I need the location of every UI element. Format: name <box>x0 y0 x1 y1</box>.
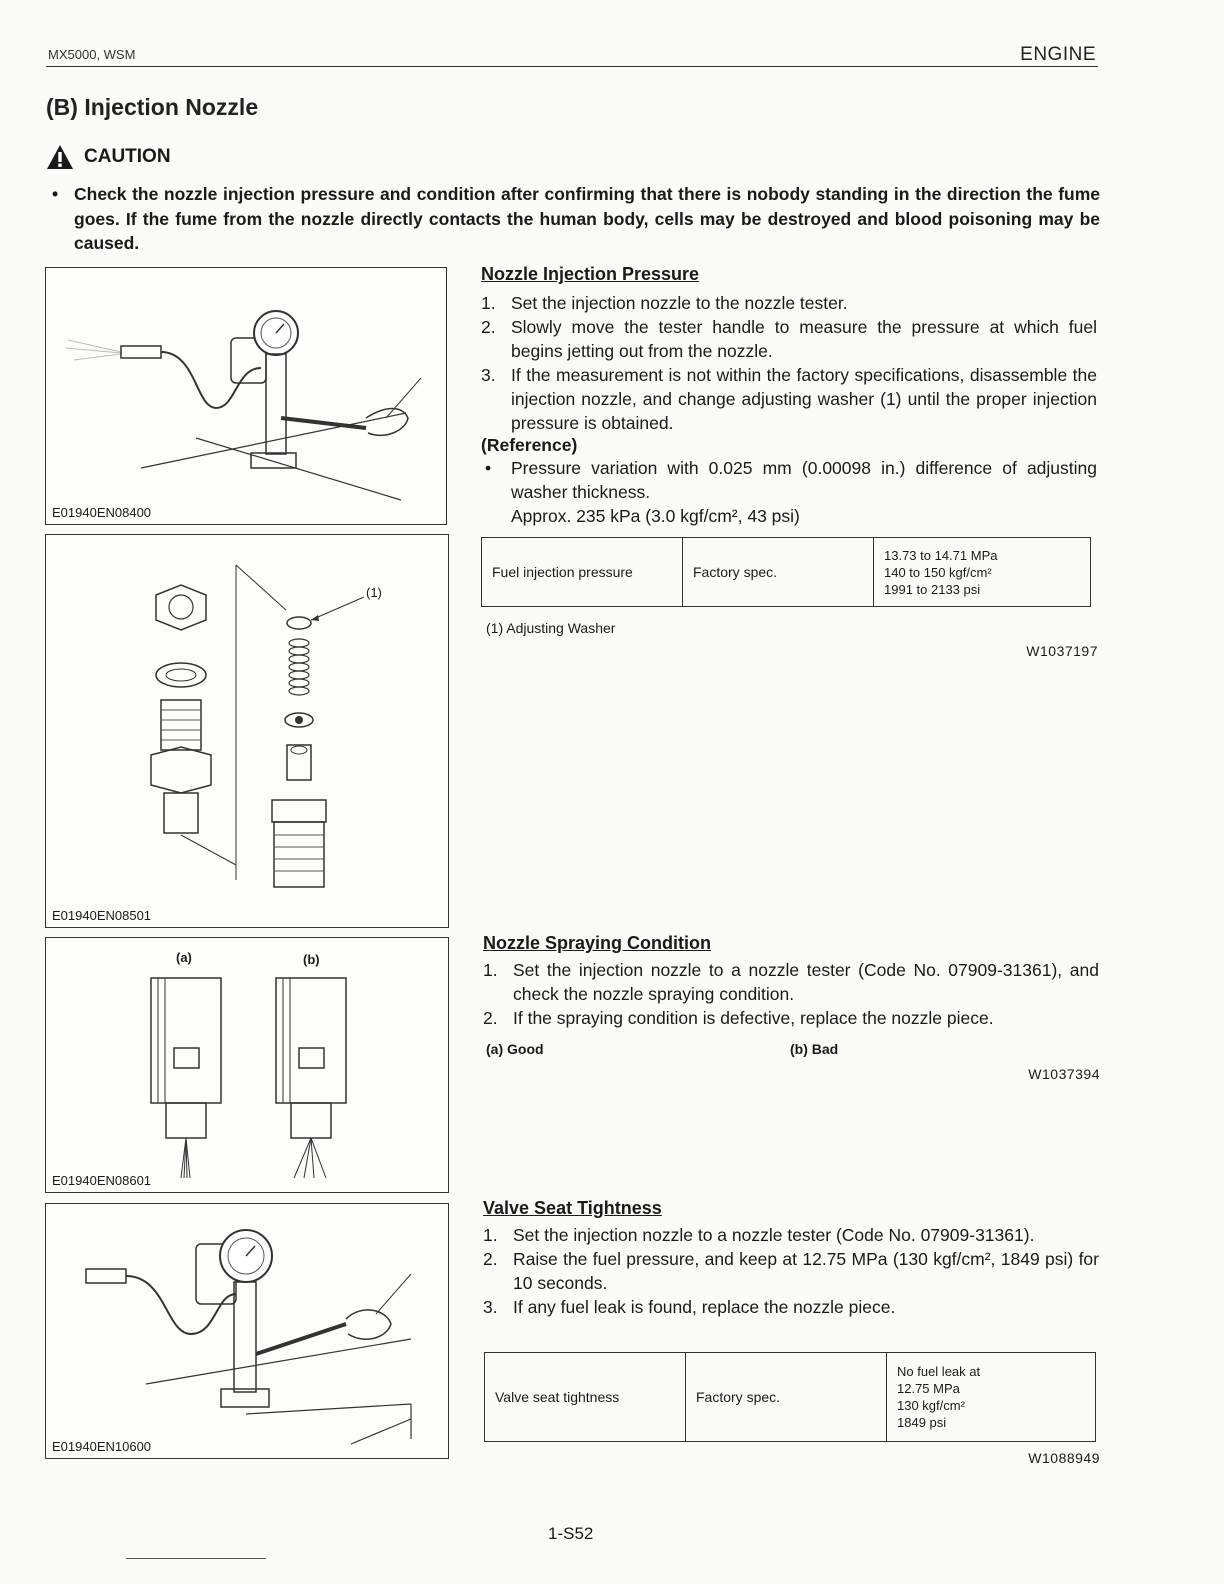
label-bad: (b) Bad <box>790 1041 839 1057</box>
list-item <box>483 1006 1099 1030</box>
table-row <box>482 538 1091 607</box>
reference-heading: (Reference) <box>481 435 578 455</box>
spec-value: 130 kgf/cm² <box>897 1398 965 1413</box>
valve-seat-tightness-table <box>484 1352 1096 1442</box>
figure-nozzle-exploded <box>45 534 449 928</box>
step-text: If the spraying condition is defective, replace the nozzle piece. <box>513 1008 994 1028</box>
header-section: ENGINE <box>1020 44 1096 65</box>
nozzle-injection-pressure-section <box>481 264 1097 528</box>
nozzle-tester-illustration <box>46 268 446 524</box>
step-number: 2. <box>483 1249 498 1269</box>
caution-label: CAUTION <box>84 146 171 167</box>
spec-type: Factory spec. <box>683 538 874 607</box>
spec-values <box>874 538 1091 607</box>
list-item <box>483 1247 1099 1295</box>
caution-heading <box>46 144 171 170</box>
step-text: Set the injection nozzle to a nozzle tester (Code No. 07909-31361). <box>513 1225 1035 1245</box>
reference-code: W1088949 <box>1028 1450 1100 1466</box>
list-item <box>483 958 1099 1006</box>
page-number: 1-S52 <box>548 1524 594 1543</box>
step-number: 3. <box>483 1297 498 1317</box>
warning-triangle-icon <box>46 144 74 170</box>
step-text: Slowly move the tester handle to measure the pressure at which fuel begins jetting out from the nozzle. <box>511 317 1097 361</box>
step-number: 3. <box>481 365 496 385</box>
section-heading: Valve Seat Tightness <box>483 1198 662 1218</box>
reference-code: W1037197 <box>1026 643 1098 659</box>
caution-body: Check the nozzle injection pressure and condition after confirming that there is nobody standing in the direction the fume goes. If the fume from the nozzle directly contacts the human body, cells may be destroyed and blood poisoning may be caused. <box>74 184 1100 253</box>
spec-value: 12.75 MPa <box>897 1381 960 1396</box>
spec-value: No fuel leak at <box>897 1364 981 1379</box>
step-list <box>483 1223 1099 1319</box>
spray-condition-illustration <box>46 938 448 1192</box>
spec-item: Valve seat tightness <box>485 1353 686 1442</box>
figure-code: E01940EN10600 <box>52 1439 152 1454</box>
list-item <box>483 1295 1099 1319</box>
step-list <box>481 291 1097 435</box>
step-number: 2. <box>481 317 496 337</box>
figure-code: E01940EN08601 <box>52 1173 152 1188</box>
valve-seat-tester-illustration <box>46 1204 448 1458</box>
label-good: (a) Good <box>486 1041 544 1057</box>
step-text: Set the injection nozzle to a nozzle tester (Code No. 07909-31361), and check the nozzle spraying condition. <box>513 960 1099 1004</box>
caution-bullet: • <box>52 184 59 204</box>
figure-spray-condition <box>45 937 449 1193</box>
figure-code: E01940EN08400 <box>52 505 152 520</box>
spec-item: Fuel injection pressure <box>482 538 683 607</box>
spec-value: 1849 psi <box>897 1415 947 1430</box>
spec-type: Factory spec. <box>686 1353 887 1442</box>
step-text: If the measurement is not within the factory specifications, disassemble the injection nozzle, and change adjusting washer (1) until the proper injection pressure is obtained. <box>511 365 1097 433</box>
fuel-injection-pressure-table <box>481 537 1091 607</box>
list-item <box>481 363 1097 435</box>
step-number: 1. <box>483 960 498 980</box>
section-title: (B) Injection Nozzle <box>46 94 259 120</box>
step-text: Set the injection nozzle to the nozzle tester. <box>511 293 848 313</box>
step-number: 1. <box>483 1225 498 1245</box>
header-model: MX5000, WSM <box>48 47 136 62</box>
valve-seat-tightness-section <box>483 1198 1099 1319</box>
header-divider <box>46 66 1098 67</box>
spec-values <box>887 1353 1096 1442</box>
adjusting-washer-callout: (1) <box>366 585 382 600</box>
spec-value: 1991 to 2133 psi <box>884 581 981 597</box>
list-item <box>483 1223 1099 1247</box>
adjusting-washer-note: (1) Adjusting Washer <box>486 620 616 636</box>
reference-item <box>481 456 1097 528</box>
step-number: 1. <box>481 293 496 313</box>
footer-divider <box>126 1558 266 1559</box>
list-item <box>481 315 1097 363</box>
reference-bullet: • <box>485 458 492 478</box>
section-heading: Nozzle Injection Pressure <box>481 264 700 284</box>
figure-label-good: (a) <box>176 950 192 965</box>
spec-value: 140 to 150 kgf/cm² <box>884 564 992 580</box>
spec-value: 13.73 to 14.71 MPa <box>884 547 998 563</box>
step-list <box>483 958 1099 1030</box>
reference-code: W1037394 <box>1028 1066 1100 1082</box>
figure-label-bad: (b) <box>303 952 320 967</box>
table-row <box>485 1353 1096 1442</box>
reference-text: Pressure variation with 0.025 mm (0.00098 in.) difference of adjusting washer thickness. <box>511 458 1097 502</box>
figure-valve-seat-tester <box>45 1203 449 1459</box>
list-item <box>481 291 1097 315</box>
reference-approx: Approx. 235 kPa (3.0 kgf/cm², 43 psi) <box>511 506 800 526</box>
caution-text <box>52 182 1100 256</box>
nozzle-spraying-condition-section <box>483 933 1099 1030</box>
step-text: If any fuel leak is found, replace the nozzle piece. <box>513 1297 896 1317</box>
section-heading: Nozzle Spraying Condition <box>483 933 711 953</box>
nozzle-exploded-illustration <box>46 535 448 927</box>
step-text: Raise the fuel pressure, and keep at 12.75 MPa (130 kgf/cm², 1849 psi) for 10 seconds. <box>513 1249 1099 1293</box>
step-number: 2. <box>483 1008 498 1028</box>
figure-code: E01940EN08501 <box>52 908 152 923</box>
figure-nozzle-tester <box>45 267 447 525</box>
